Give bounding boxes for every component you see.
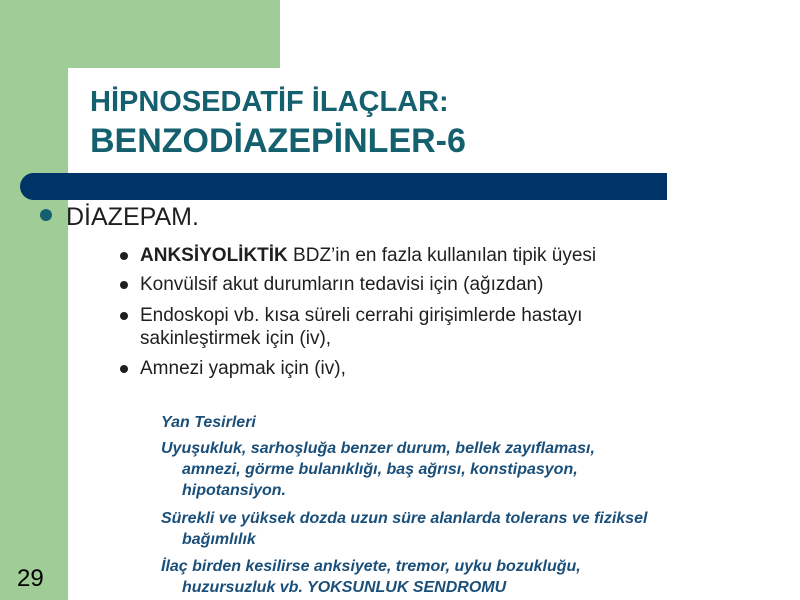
main-bullet-text: DİAZEPAM. xyxy=(66,203,199,231)
bullet-dot-icon xyxy=(120,312,128,320)
side-effect-item-3 xyxy=(161,556,791,598)
bullet-dot-icon xyxy=(120,365,128,373)
bullet-dot-icon xyxy=(120,252,128,260)
main-bullet xyxy=(40,203,199,232)
sub-bullet-2-text: Konvülsif akut durumların tedavisi için (ağızdan) xyxy=(140,274,544,295)
green-top-band xyxy=(68,0,280,68)
side-effect-item-1 xyxy=(161,438,791,501)
sub-bullet-1-text: BDZ’in en fazla kullanılan tipik üyesi xyxy=(287,245,597,266)
sub-bullet-2 xyxy=(120,273,543,296)
slide-title-line1: HİPNOSEDATİF İLAÇLAR: xyxy=(90,86,449,118)
page-number: 29 xyxy=(17,565,44,592)
sub-bullet-1 xyxy=(120,244,596,267)
side-effects-heading: Yan Tesirleri xyxy=(161,414,256,431)
sub-bullet-4-text: Amnezi yapmak için (iv), xyxy=(140,358,346,379)
side-effect-1-line2: amnezi, görme bulanıklığı, baş ağrısı, konstipasyon, xyxy=(182,461,578,478)
sub-bullet-3 xyxy=(120,304,582,350)
side-effect-1-line1: Uyuşukluk, sarhoşluğa benzer durum, bellek zayıflaması, xyxy=(161,440,595,457)
bullet-dot-icon xyxy=(40,209,52,221)
side-effect-2-line1: Sürekli ve yüksek dozda uzun süre alanlarda tolerans ve fiziksel xyxy=(161,510,648,527)
side-effect-1-line3: hipotansiyon. xyxy=(182,482,286,499)
sub-bullet-3-line2: sakinleştirmek için (iv), xyxy=(140,328,332,349)
green-left-band xyxy=(0,0,68,600)
sub-bullet-3-line1: Endoskopi vb. kısa süreli cerrahi girişimlerde hastayı xyxy=(140,305,583,326)
bullet-dot-icon xyxy=(120,281,128,289)
title-underline-bar xyxy=(20,173,667,200)
slide-title-line2: BENZODİAZEPİNLER-6 xyxy=(90,122,466,160)
side-effect-item-2 xyxy=(161,508,791,550)
side-effect-2-line2: bağımlılık xyxy=(182,531,256,548)
sub-bullet-4 xyxy=(120,357,346,380)
side-effect-3-line1: İlaç birden kesilirse anksiyete, tremor, uyku bozukluğu, xyxy=(161,558,581,575)
side-effect-3-line2: huzursuzluk vb. YOKSUNLUK SENDROMU xyxy=(182,579,507,596)
sub-bullet-1-bold: ANKSİYOLİKTİK xyxy=(140,245,288,266)
